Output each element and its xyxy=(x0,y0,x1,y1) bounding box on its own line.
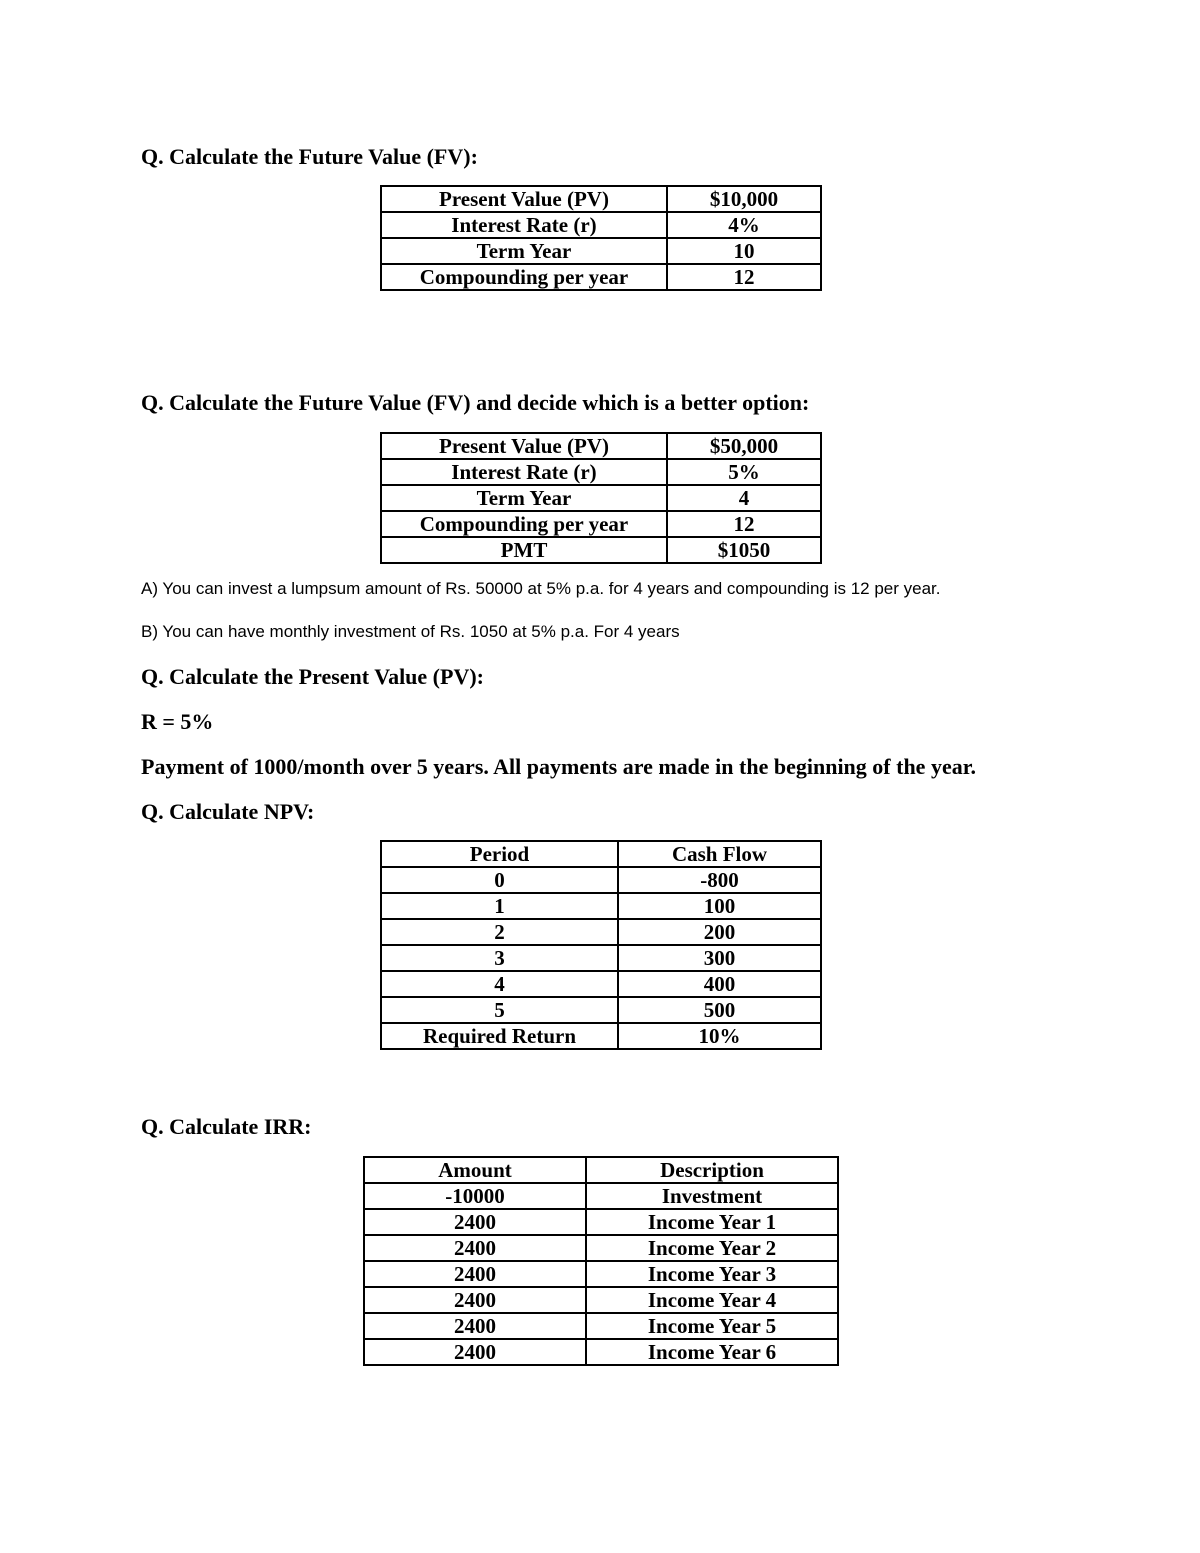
table-row xyxy=(381,867,821,893)
npv-period-cell: 4 xyxy=(381,971,618,997)
table-row xyxy=(364,1313,838,1339)
irr-header-description: Description xyxy=(586,1157,838,1183)
fv-label-cell: Compounding per year xyxy=(381,264,667,290)
npv-cash-flow-cell: 100 xyxy=(618,893,821,919)
irr-amount-cell: 2400 xyxy=(364,1209,586,1235)
fv-compare-value-cell: $1050 xyxy=(667,537,821,563)
table-row xyxy=(381,945,821,971)
fv-compare-label-cell: Compounding per year xyxy=(381,511,667,537)
table-row xyxy=(364,1339,838,1365)
table-row xyxy=(381,511,821,537)
npv-cash-flow-cell: 300 xyxy=(618,945,821,971)
fv-table xyxy=(380,185,822,291)
table-row xyxy=(364,1261,838,1287)
irr-description-cell: Income Year 6 xyxy=(586,1339,838,1365)
irr-description-cell: Income Year 3 xyxy=(586,1261,838,1287)
irr-header-amount: Amount xyxy=(364,1157,586,1183)
fv-compare-question-title: Q. Calculate the Future Value (FV) and decide which is a better option: xyxy=(141,390,810,415)
npv-period-cell: 2 xyxy=(381,919,618,945)
table-header-row xyxy=(381,841,821,867)
table-row xyxy=(381,919,821,945)
fv-question-title: Q. Calculate the Future Value (FV): xyxy=(141,144,478,169)
fv-label-cell: Interest Rate (r) xyxy=(381,212,667,238)
npv-header-period: Period xyxy=(381,841,618,867)
npv-period-cell: 3 xyxy=(381,945,618,971)
fv-label-cell: Term Year xyxy=(381,238,667,264)
pv-payment-text: Payment of 1000/month over 5 years. All payments are made in the beginning of the year. xyxy=(141,754,976,779)
table-row xyxy=(381,485,821,511)
irr-description-cell: Investment xyxy=(586,1183,838,1209)
npv-cash-flow-cell: 400 xyxy=(618,971,821,997)
irr-amount-cell: -10000 xyxy=(364,1183,586,1209)
npv-period-cell: 0 xyxy=(381,867,618,893)
npv-header-cash-flow: Cash Flow xyxy=(618,841,821,867)
option-b-text: B) You can have monthly investment of Rs. 1050 at 5% p.a. For 4 years xyxy=(141,622,680,641)
fv-label-cell: Present Value (PV) xyxy=(381,186,667,212)
npv-cash-flow-cell: 500 xyxy=(618,997,821,1023)
irr-amount-cell: 2400 xyxy=(364,1261,586,1287)
fv-value-cell: $10,000 xyxy=(667,186,821,212)
fv-compare-label-cell: Present Value (PV) xyxy=(381,433,667,459)
irr-amount-cell: 2400 xyxy=(364,1313,586,1339)
fv-compare-label-cell: Interest Rate (r) xyxy=(381,459,667,485)
table-row xyxy=(364,1287,838,1313)
npv-question-title: Q. Calculate NPV: xyxy=(141,799,315,824)
npv-cash-flow-cell: -800 xyxy=(618,867,821,893)
irr-description-cell: Income Year 2 xyxy=(586,1235,838,1261)
irr-amount-cell: 2400 xyxy=(364,1287,586,1313)
fv-value-cell: 10 xyxy=(667,238,821,264)
irr-description-cell: Income Year 1 xyxy=(586,1209,838,1235)
fv-compare-value-cell: 5% xyxy=(667,459,821,485)
fv-compare-label-cell: Term Year xyxy=(381,485,667,511)
irr-description-cell: Income Year 4 xyxy=(586,1287,838,1313)
fv-compare-table xyxy=(380,432,822,564)
fv-compare-value-cell: 4 xyxy=(667,485,821,511)
pv-rate-text: R = 5% xyxy=(141,709,214,734)
table-row xyxy=(381,997,821,1023)
table-row xyxy=(381,459,821,485)
table-row xyxy=(381,212,821,238)
irr-amount-cell: 2400 xyxy=(364,1339,586,1365)
fv-compare-value-cell: $50,000 xyxy=(667,433,821,459)
npv-period-cell: Required Return xyxy=(381,1023,618,1049)
table-row xyxy=(381,1023,821,1049)
npv-table xyxy=(380,840,822,1050)
irr-description-cell: Income Year 5 xyxy=(586,1313,838,1339)
table-row xyxy=(381,238,821,264)
fv-compare-label-cell: PMT xyxy=(381,537,667,563)
table-row xyxy=(381,186,821,212)
irr-table xyxy=(363,1156,839,1366)
table-row xyxy=(381,537,821,563)
fv-value-cell: 12 xyxy=(667,264,821,290)
table-row xyxy=(381,893,821,919)
table-row xyxy=(364,1235,838,1261)
npv-cash-flow-cell: 200 xyxy=(618,919,821,945)
fv-value-cell: 4% xyxy=(667,212,821,238)
table-row xyxy=(364,1183,838,1209)
npv-cash-flow-cell: 10% xyxy=(618,1023,821,1049)
option-a-text: A) You can invest a lumpsum amount of Rs. 50000 at 5% p.a. for 4 years and compounding is 12 per year. xyxy=(141,579,941,598)
table-row xyxy=(381,971,821,997)
irr-amount-cell: 2400 xyxy=(364,1235,586,1261)
pv-question-title: Q. Calculate the Present Value (PV): xyxy=(141,664,484,689)
fv-compare-value-cell: 12 xyxy=(667,511,821,537)
npv-period-cell: 5 xyxy=(381,997,618,1023)
table-header-row xyxy=(364,1157,838,1183)
npv-period-cell: 1 xyxy=(381,893,618,919)
table-row xyxy=(364,1209,838,1235)
irr-question-title: Q. Calculate IRR: xyxy=(141,1114,312,1139)
table-row xyxy=(381,433,821,459)
table-row xyxy=(381,264,821,290)
